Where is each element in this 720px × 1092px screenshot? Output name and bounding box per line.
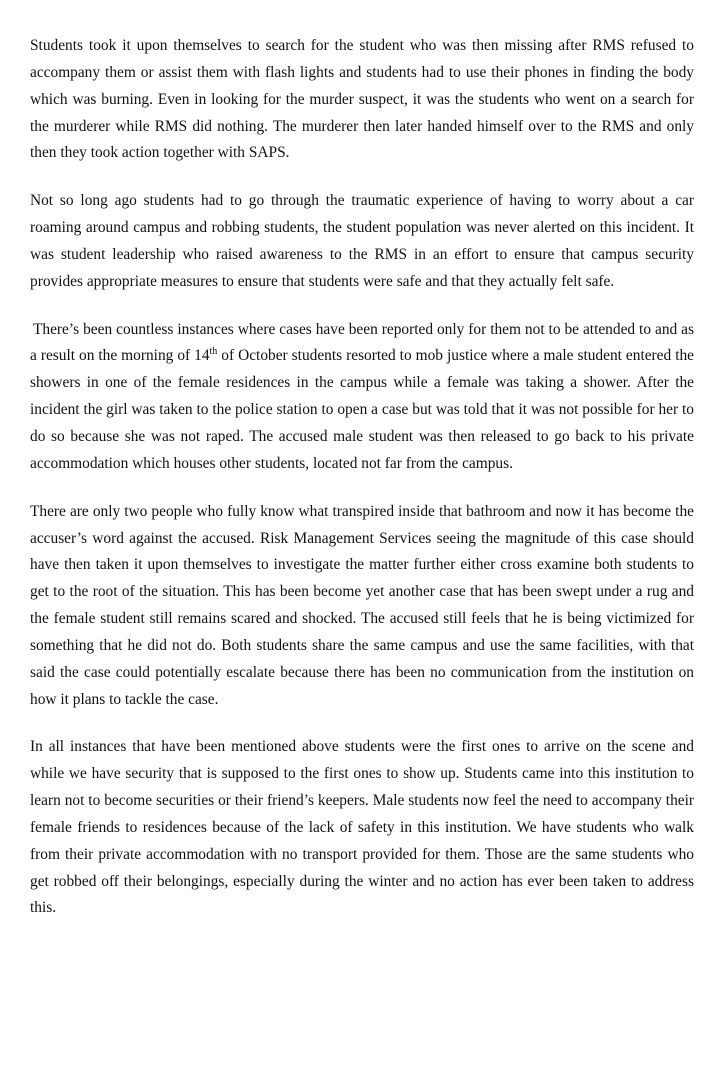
paragraph-shower-incident-part2: of October students resorted to mob justice where a male student entered the showers in one of the female residences in the campus while a female was taking a shower. After the incident the girl was taken to the police station to open a case but was told that it was not possible for her to do so because she was not raped. The accused male student was then released to go back to his private accommodation which houses other students, located not far from the campus. xyxy=(30,347,694,472)
paragraph-accuser-vs-accused: There are only two people who fully know what transpired inside that bathroom and now it has become the accuser’s word against the accused. Risk Management Services seeing the magnitude of this case should have then taken it upon themselves to investigate the matter further either cross examine both students to get to the root of the situation. This has been become yet another case that has been swept under a rug and the female student still remains scared and shocked. The accused still feels that he is being victimized for something that he did not do. Both students share the same campus and use the same facilities, with that said the case could potentially escalate because there has been no communication from the institution on how it plans to tackle the case. xyxy=(30,502,694,708)
paragraph-shower-incident xyxy=(30,317,694,478)
paragraph-search-for-missing-student: Students took it upon themselves to search for the student who was then missing after RMS refused to accompany them or assist them with flash lights and students had to use their phones in finding the body which was burning. Even in looking for the murder suspect, it was the students who went on a search for the murderer while RMS did nothing. The murderer then later handed himself over to the RMS and only then they took action together with SAPS. xyxy=(30,37,694,162)
paragraph-shower-incident-part1: There’s been countless instances where cases have been reported only for them not to be attended to and as a result on the morning of 14 xyxy=(30,320,694,365)
document-page xyxy=(30,33,694,943)
ordinal-superscript: th xyxy=(209,346,218,358)
paragraph-students-first-on-scene: In all instances that have been mentioned above students were the first ones to arrive on the scene and while we have security that is supposed to the first ones to show up. Students came into this institution to learn not to become securities or their friend’s keepers. Male students now feel the need to accompany their female friends to residences because of the lack of safety in this institution. We have students who walk from their private accommodation with no transport provided for them. Those are the same students who get robbed off their belongings, especially during the winter and no action has ever been taken to address this. xyxy=(30,738,694,917)
paragraph-car-robbing-students: Not so long ago students had to go through the traumatic experience of having to worry about a car roaming around campus and robbing students, the student population was never alerted on this incident. It was student leadership who raised awareness to the RMS in an effort to ensure that campus security provides appropriate measures to ensure that students were safe and that they actually felt safe. xyxy=(30,192,694,290)
